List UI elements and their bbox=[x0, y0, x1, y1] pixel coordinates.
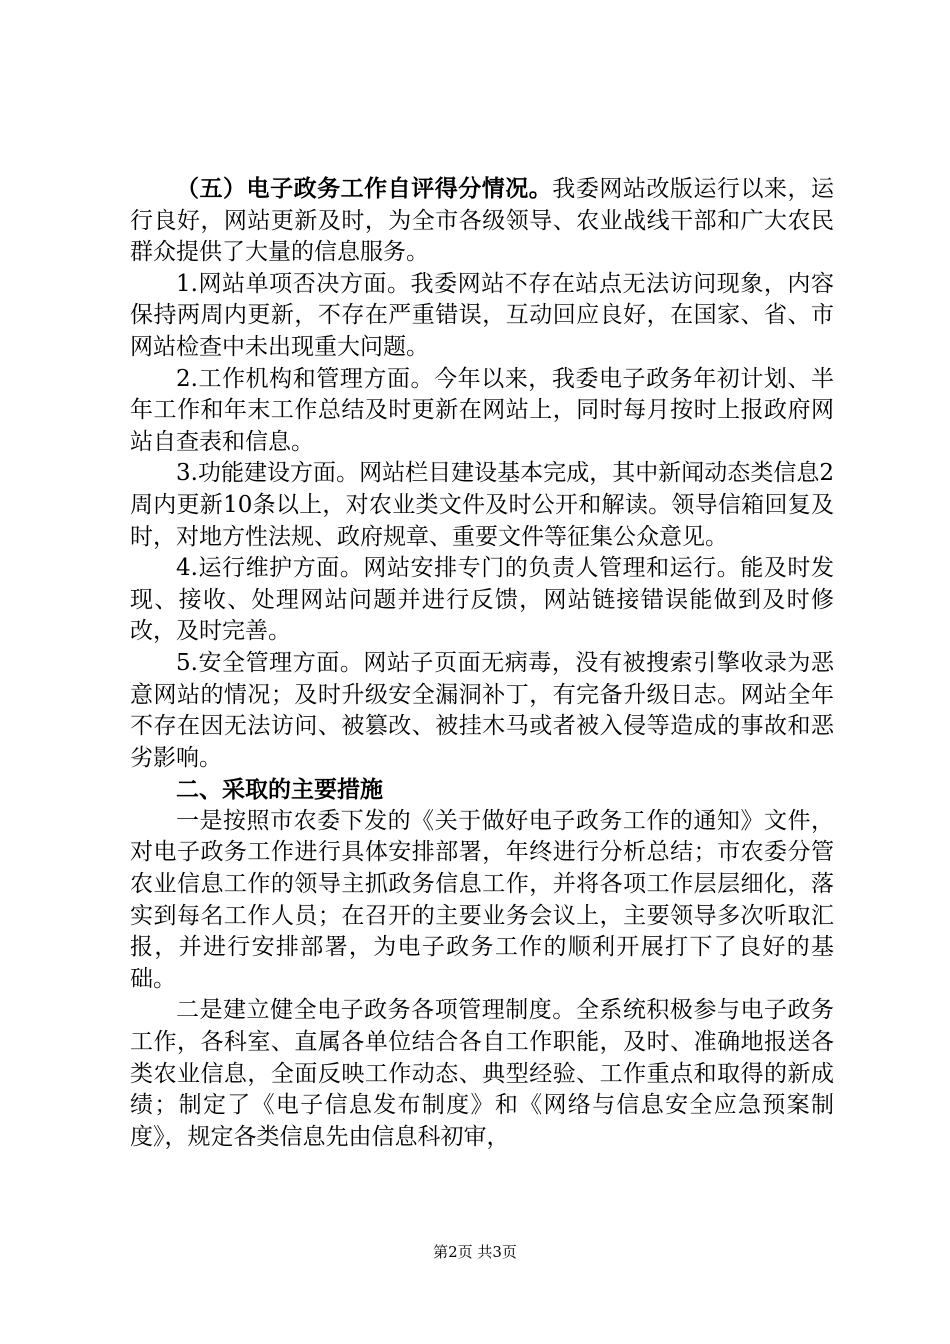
page-footer: 第2页 共3页 bbox=[433, 1243, 517, 1261]
document-body bbox=[130, 173, 834, 1153]
measure-1-paragraph: 一是按照市农委下发的《关于做好电子政务工作的通知》文件，对电子政务工作进行具体安排部署，年终进行分析总结；市农委分管农业信息工作的领导主抓政务信息工作，并将各项工作层层细化，落实到每名工作人员；在召开的主要业务会议上，主要领导多次听取汇报，并进行安排部署，为电子政务工作的顺利开展打下了良好的基础。 bbox=[130, 807, 834, 992]
section-5-text: 我委网站改版运行以来，运行良好，网站更新及时，为全市各级领导、农业战线干部和广大农民群众提供了大量的信息服务。 bbox=[130, 176, 835, 266]
section-5-lead: （五）电子政务工作自评得分情况。 bbox=[176, 175, 553, 202]
item-2-paragraph: 2.工作机构和管理方面。今年以来，我委电子政务年初计划、半年工作和年末工作总结及时更新在网站上，同时每月按时上报政府网站自查表和信息。 bbox=[130, 365, 834, 455]
measure-2-paragraph: 二是建立健全电子政务各项管理制度。全系统积极参与电子政务工作，各科室、直属各单位结合各自工作职能，及时、准确地报送各类农业信息，全面反映工作动态、典型经验、工作重点和取得的新成绩；制定了《电子信息发布制度》和《网络与信息安全应急预案制度》，规定各类信息先由信息科初审， bbox=[130, 997, 834, 1150]
item-5-paragraph: 5.安全管理方面。网站子页面无病毒，没有被搜索引擎收录为恶意网站的情况；及时升级安全漏洞补丁，有完备升级日志。网站全年不存在因无法访问、被篡改、被挂木马或者被入侵等造成的事故和恶劣影响。 bbox=[130, 649, 834, 771]
item-1-paragraph: 1.网站单项否决方面。我委网站不存在站点无法访问现象，内容保持两周内更新，不存在严重错误，互动回应良好，在国家、省、市网站检查中未出现重大问题。 bbox=[130, 270, 834, 360]
section-5-paragraph bbox=[130, 173, 834, 269]
item-4-paragraph: 4.运行维护方面。网站安排专门的负责人管理和运行。能及时发现、接收、处理网站问题并进行反馈，网站链接错误能做到及时修改，及时完善。 bbox=[130, 555, 834, 645]
item-3-paragraph: 3.功能建设方面。网站栏目建设基本完成，其中新闻动态类信息2周内更新10条以上，对农业类文件及时公开和解读。领导信箱回复及时，对地方性法规、政府规章、重要文件等征集公众意见。 bbox=[130, 460, 834, 550]
section-2-heading: 二、采取的主要措施 bbox=[176, 776, 383, 804]
